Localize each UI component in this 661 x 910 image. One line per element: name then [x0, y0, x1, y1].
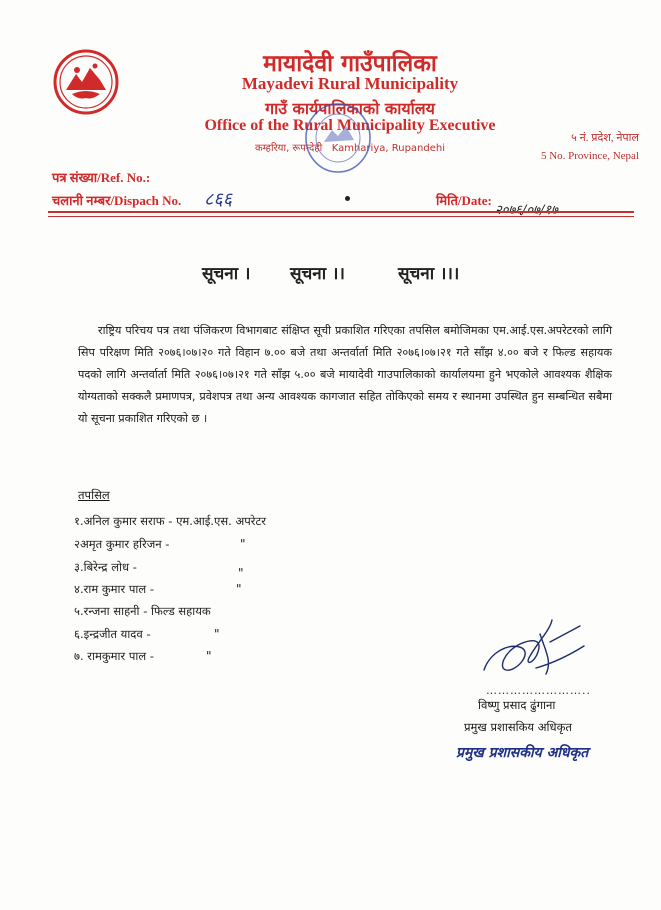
list-title: तपसिल — [78, 488, 110, 502]
date-label: मिति/Date: — [436, 193, 492, 208]
list-item-text: ३.बिरेन्द्र लोध - — [74, 560, 137, 574]
address-english: Kamhariya, Rupandehi — [331, 143, 445, 154]
signatory-name: विष्णु प्रसाद ढुंगाना — [478, 698, 556, 712]
list-item — [74, 627, 220, 642]
notice-body: राष्ट्रिय परिचय पत्र तथा पंजिकरण विभागबाट संक्षिप्त सूची प्रकाशित गरिएका तपसिल बमोजिमका एम.आई.एस.अपरेटरको लागि सिप परिक्षण मिति २०७६।०७।२० गते विहान ७.०० बजे तथा अन्तर्वार्ता मिति २०७६।०७।२१ गते साँझ ४.०० बजे र फिल्ड सहायक पदको लागि अन्तर्वार्ता मिति २०७६।०७।२१ गते साँझ ५.०० बजे मायादेवी गाउपालिकाको कार्यालयमा हुने भएकोले आवश्यक शैक्षिक योग्यताको सक्कलै प्रमाणपत्र, प्रवेशपत्र तथा अन्य आवश्यक कागजात सहित तोकिएको समय र स्थानमा उपस्थित हुन सम्बन्धित सबैमा यो सूचना प्रकाशित गरिएको छ । — [78, 324, 612, 425]
notice-word-1: सूचना । — [202, 264, 251, 284]
header-rule-bottom — [48, 216, 634, 217]
designation-stamp: प्रमुख प्रशासकीय अधिकृत — [456, 745, 589, 761]
ref-number-label: पत्र संख्या/Ref. No.: — [52, 170, 151, 185]
office-name-english: Office of the Rural Municipality Executive — [204, 117, 496, 134]
list-item-text: ७. रामकुमार पाल - — [74, 649, 155, 663]
ditto-mark: " — [236, 582, 242, 596]
signature-dotted-line: …………………….. — [486, 684, 591, 697]
dispatch-number-value: ८६६ — [204, 189, 233, 210]
office-seal-icon — [302, 100, 374, 178]
list-item — [74, 560, 244, 580]
list-item — [74, 514, 266, 529]
list-item-text: ६.इन्द्रजीत यादव - — [74, 627, 151, 641]
municipality-name-nepali: मायादेवी गाउँपालिका — [263, 51, 437, 77]
list-item-text: ४.राम कुमार पाल - — [74, 582, 155, 596]
province-english: 5 No. Province, Nepal — [540, 150, 639, 162]
notice-word-3: सूचना ।।। — [398, 264, 460, 284]
header-rule-top — [48, 211, 634, 213]
list-item-text: २अमृत कुमार हरिजन - — [74, 537, 170, 551]
dispatch-number-label: चलानी नम्बर/Dispach No. — [52, 193, 182, 208]
list-item-text: ५.रन्जना साहनी - फिल्ड सहायक — [74, 604, 211, 618]
ditto-mark: " — [214, 627, 220, 641]
ditto-mark: " — [240, 537, 246, 551]
list-item — [74, 582, 242, 597]
municipality-name-english: Mayadevi Rural Municipality — [241, 74, 459, 93]
signatory-title: प्रमुख प्रशासकिय अधिकृत — [464, 720, 572, 734]
list-item — [74, 604, 211, 619]
ditto-mark: " — [206, 649, 212, 663]
list-item — [74, 537, 246, 552]
ditto-mark: " — [238, 566, 244, 580]
punch-dot — [345, 196, 350, 201]
office-name-nepali: गाउँ कार्यपालिकाको कार्यालय — [265, 99, 435, 118]
handwritten-signature-icon — [480, 612, 590, 688]
notice-word-2: सूचना ।। — [290, 264, 345, 284]
address-nepali: कम्हरिया, रूपन्देही — [254, 143, 323, 154]
municipality-emblem-icon — [52, 48, 120, 116]
province-nepali: ५ नं. प्रदेश, नेपाल — [571, 132, 639, 144]
list-item — [74, 649, 212, 664]
list-item-text: १.अनिल कुमार सराफ - एम.आई.एस. अपरेटर — [74, 514, 266, 528]
